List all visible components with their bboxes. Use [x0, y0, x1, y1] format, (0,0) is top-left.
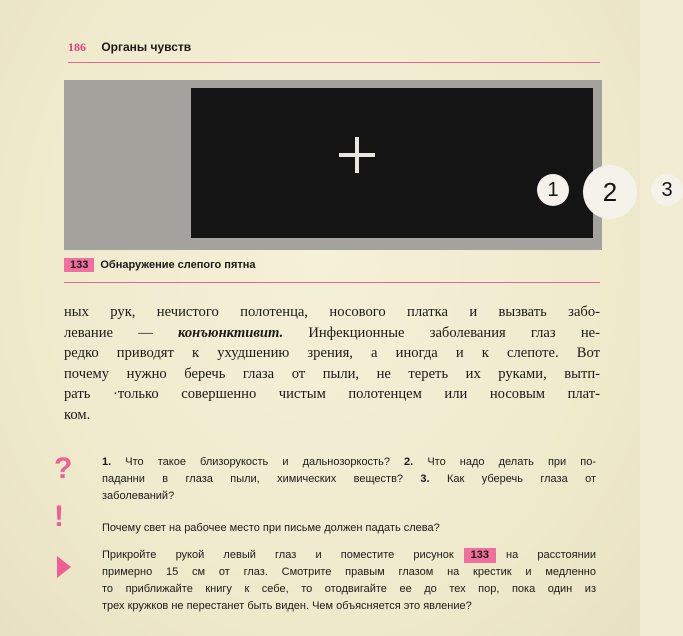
caption-rule: [64, 282, 600, 283]
paragraph-text: Инфекционные заболевания глаз не-: [283, 324, 600, 341]
cross-mark-vertical: [355, 137, 359, 173]
page-header: [68, 40, 191, 55]
think-block: [102, 520, 596, 537]
task-text: Прикройте рукой левый глаз и поместите рисунок: [102, 549, 454, 561]
paragraph-text: левание —: [64, 324, 178, 341]
blind-spot-figure: [64, 80, 673, 250]
task-line: трех кружков не перестанет быть виден. Чем объясняется это явление?: [102, 600, 472, 612]
section-title: Органы чувств: [101, 40, 192, 54]
figure-caption: [64, 258, 256, 272]
question-text: паданни в глаза пыли, химических веществ?: [102, 473, 421, 485]
figure-ref-badge: 133: [464, 548, 496, 563]
question-line: [102, 454, 596, 471]
term-conjunctivitis: конъюнктивит.: [177, 324, 284, 341]
task-triangle-icon: [57, 556, 71, 578]
question-number: 2.: [404, 456, 414, 468]
figure-number-badge: 133: [64, 258, 94, 272]
paragraph-line: почему нужно беречь глаза от пыли, не тереть их руками, вытп-: [64, 365, 600, 382]
question-number: 1.: [102, 456, 112, 468]
task-line: [102, 547, 596, 564]
question-number: 3.: [420, 473, 430, 485]
question-mark-icon: ?: [54, 452, 73, 485]
page-number: 186: [68, 40, 86, 54]
paragraph-line: ком.: [64, 406, 91, 423]
question-text: Что такое близорукость и дальнозоркость?: [111, 456, 405, 468]
exclamation-icon: !: [54, 500, 64, 533]
question-line: заболеваний?: [102, 490, 175, 502]
figure-caption-text: Обнаружение слепого пятна: [100, 259, 256, 271]
question-text: Как уберечь глаза от: [429, 473, 596, 485]
paragraph-line: редко приводят к ухудшению зрения, а иногда и к слепоте. Вот: [64, 345, 600, 361]
task-block: [102, 547, 596, 615]
question-line: [102, 471, 596, 488]
task-line: то приближайте книгу к себе, то отодвигайте ее до тех пор, пока один из: [102, 583, 596, 595]
figure-dark-panel: [191, 88, 673, 238]
main-paragraph: [64, 302, 600, 425]
task-text: на расстоянии: [506, 549, 596, 561]
circle-1: 1: [537, 174, 569, 206]
questions-block: [102, 454, 596, 505]
task-line: примерно 15 см от глаз. Смотрите правым глазом на крестик и медленно: [102, 566, 596, 578]
circle-3: 3: [651, 174, 683, 206]
paragraph-line: [64, 323, 600, 344]
think-text: Почему свет на рабочее место при письме должен падать слева?: [102, 522, 440, 534]
question-text: Что надо делать при по-: [413, 456, 596, 468]
paragraph-line: ных рук, нечистого полотенца, носового платка и вызвать забо-: [64, 304, 600, 320]
paragraph-line: рать ·только совершенно чистым полотенцем или носовым плат-: [64, 386, 600, 402]
header-rule: [68, 62, 600, 63]
circle-2: 2: [583, 165, 637, 219]
